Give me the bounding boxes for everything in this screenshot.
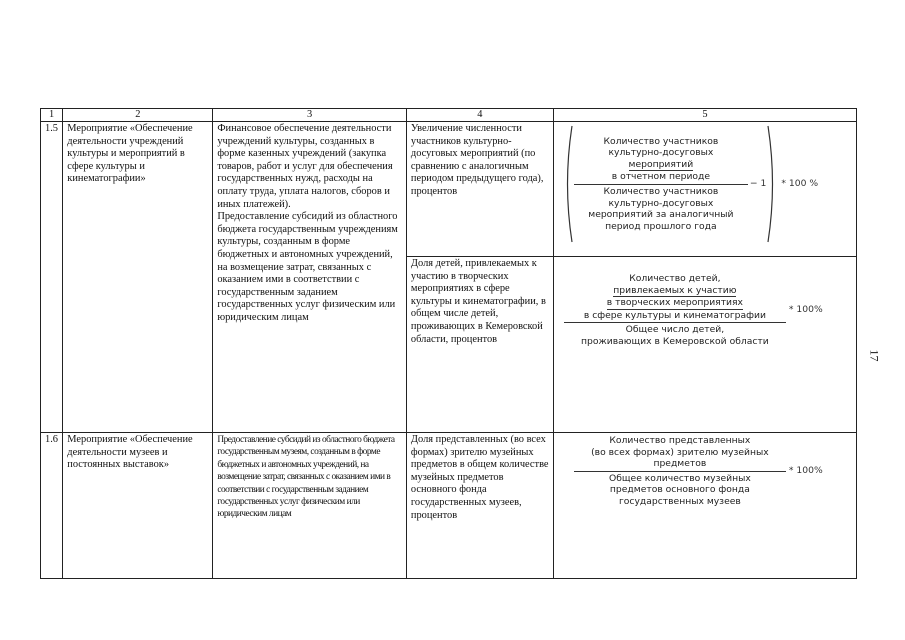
header-cell: 4 <box>406 109 553 122</box>
numerator <box>574 136 748 183</box>
denominator-line: Общее количество музейных <box>608 472 751 484</box>
formula-2 <box>558 258 853 348</box>
denominator-line: период прошлого года <box>605 220 717 232</box>
table-header-row <box>41 109 857 122</box>
fraction-line <box>564 322 786 323</box>
header-cell: 5 <box>553 109 856 122</box>
numerator <box>574 435 786 470</box>
numerator-line: Количество участников <box>603 135 719 147</box>
numerator-line: привлекаемых к участию <box>613 284 737 296</box>
table-row <box>41 122 857 257</box>
numerator-line: предметов <box>653 458 707 470</box>
formula-3 <box>558 434 853 508</box>
right-paren-icon <box>766 124 778 244</box>
multiplier: * 100% <box>788 465 823 477</box>
fraction-line <box>574 471 786 472</box>
numerator <box>564 273 786 321</box>
finance-description: Предоставление субсидий из областного бюджета государственным музеям, созданным в форме бюджетных и автономных учреждений, на возмещение затрат, связанных с оказанием ими в соответствии с государственным заданием государственных услуг физическим или юридическим лицам <box>213 433 407 579</box>
formula-1 <box>558 123 853 244</box>
denominator <box>574 473 786 508</box>
numerator-line: (во всех формах) зрителю музейных <box>591 446 769 458</box>
formula-cell <box>553 257 856 433</box>
denominator-line: проживающих в Кемеровской области <box>581 335 769 347</box>
table-row <box>41 433 857 579</box>
numerator-line: Количество представленных <box>609 435 751 446</box>
numerator-line: мероприятий <box>628 158 694 170</box>
denominator <box>564 324 786 347</box>
denominator-line: культурно-досуговых <box>608 197 714 209</box>
page-number: 17 <box>867 349 882 362</box>
row-number: 1.6 <box>41 433 63 579</box>
finance-paragraph: Предоставление субсидий из областного бюджета государственным учреждениям культуры, созданным в форме бюджетных и автономных учреждений, на возмещение затрат, связанных с оказанием ими в соответствии с государственным заданием государственных услуг физическим или юридическим лицам <box>217 211 398 323</box>
fraction <box>574 136 748 233</box>
numerator-line: Количество детей, <box>629 273 721 284</box>
denominator <box>574 186 748 232</box>
denominator-line: предметов основного фонда <box>609 484 750 496</box>
indicator-name: Доля детей, привлекаемых к участию в творческих мероприятиях в сфере культуры и кинематографии, в общем числе детей, проживающих в Кемеровской области, процентов <box>406 257 553 433</box>
document-table <box>40 108 857 579</box>
header-cell: 2 <box>63 109 213 122</box>
finance-description <box>213 122 407 433</box>
event-name: Мероприятие «Обеспечение деятельности музеев и постоянных выставок» <box>63 433 213 579</box>
numerator-line: культурно-досуговых <box>608 147 714 159</box>
row-number: 1.5 <box>41 122 63 433</box>
denominator-line: мероприятий за аналогичный <box>588 209 734 221</box>
denominator-line: Количество участников <box>603 186 719 197</box>
numerator-line: в творческих мероприятиях <box>606 297 743 309</box>
fraction <box>564 273 786 348</box>
formula-cell <box>553 433 856 579</box>
event-name: Мероприятие «Обеспечение деятельности учреждений культуры и мероприятий в сфере культуры и кинематографии» <box>63 122 213 433</box>
minus-one: − 1 <box>749 178 767 190</box>
left-paren-icon <box>562 124 574 244</box>
finance-paragraph: Финансовое обеспечение деятельности учреждений культуры, созданных в форме казенных учреждений (закупка товаров, работ и услуг для обеспечения государственных нужд, расходы на оплату труда, уплата налогов, сборов и иных платежей). <box>217 123 393 210</box>
header-cell: 1 <box>41 109 63 122</box>
indicator-name: Доля представленных (во всех формах) зрителю музейных предметов в общем количестве музейных предметов основного фонда государственных музеев, процентов <box>406 433 553 579</box>
multiplier: * 100% <box>788 304 823 316</box>
denominator-line: Общее число детей, <box>625 324 725 336</box>
denominator-line: государственных музеев <box>618 495 741 507</box>
numerator-line: в отчетном периоде <box>611 171 711 183</box>
fraction-line <box>574 184 748 185</box>
multiplier: * 100 % <box>781 178 819 190</box>
fraction <box>574 435 786 508</box>
header-cell: 3 <box>213 109 407 122</box>
numerator-line: в сфере культуры и кинематографии <box>583 309 766 321</box>
formula-cell <box>553 122 856 257</box>
indicator-name: Увеличение численности участников культурно-досуговых мероприятий (по сравнению с аналогичным периодом предыдущего года), процентов <box>406 122 553 257</box>
